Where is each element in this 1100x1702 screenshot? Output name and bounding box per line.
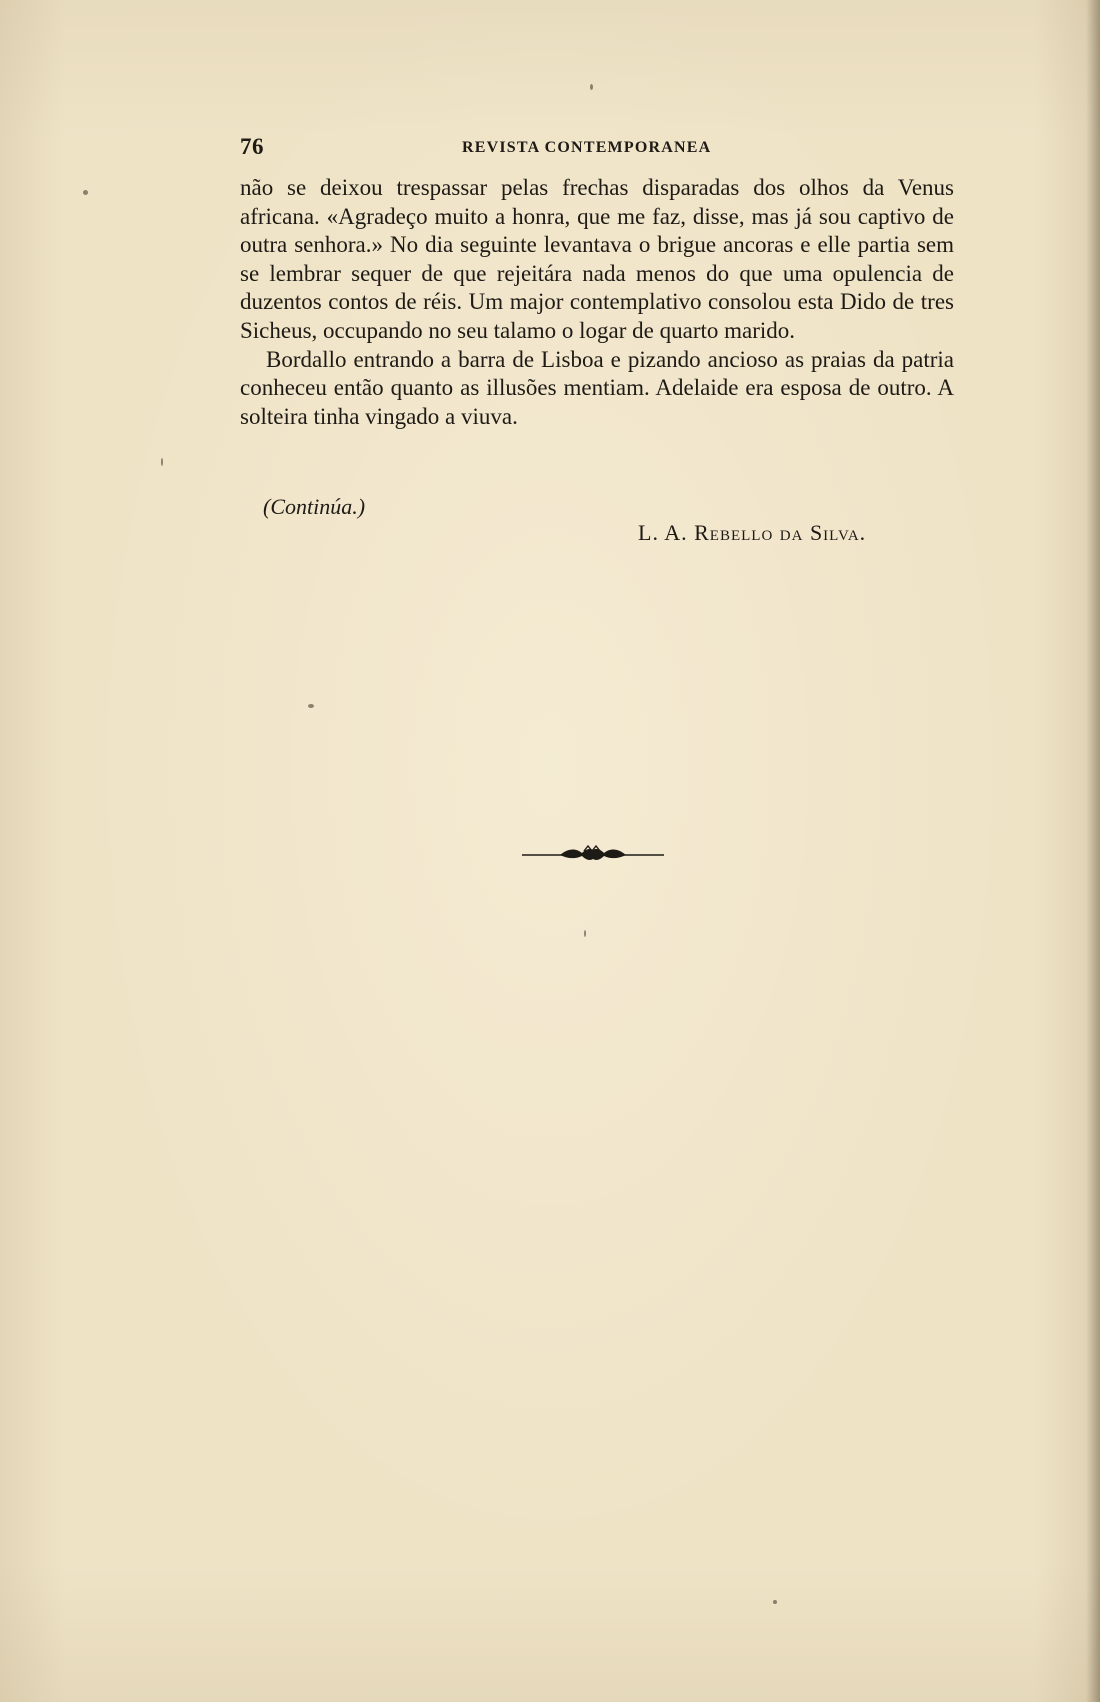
paper-speck	[590, 84, 593, 90]
page-header	[240, 134, 954, 164]
running-head: REVISTA CONTEMPORANEA	[462, 139, 712, 156]
paper-speck	[83, 190, 88, 195]
author-signature: L. A. Rebello da Silva.	[638, 520, 867, 545]
paragraph-1: não se deixou trespassar pelas frechas disparadas dos olhos da Venus africana. «Agradeço muito a honra, que me faz, disse, mas já sou captivo de outra senhora.» No dia seguinte levantava o brigue ancoras e elle partia sem se lembrar sequer de que rejeitára nada menos do que uma opulencia de duzentos contos de réis. Um major contemplativo consolou esta Dido de tres Sicheus, occupando no seu talamo o logar de quarto marido.	[240, 175, 954, 343]
continued-note: (Continúa.)	[263, 494, 366, 519]
paragraph-2: Bordallo entrando a barra de Lisboa e pizando ancioso as praias da patria conheceu então quanto as illusões mentiam. Adelaide era esposa de outro. A solteira tinha vingado a viuva.	[240, 346, 954, 429]
paper-speck	[773, 1600, 777, 1604]
page-number: 76	[240, 134, 264, 159]
ornament-rule-icon	[522, 844, 664, 862]
page-edge-shadow	[1086, 0, 1100, 1702]
paper-speck	[161, 458, 163, 466]
paper-speck	[584, 930, 586, 937]
paper-speck	[308, 704, 314, 708]
article-body	[240, 174, 954, 431]
